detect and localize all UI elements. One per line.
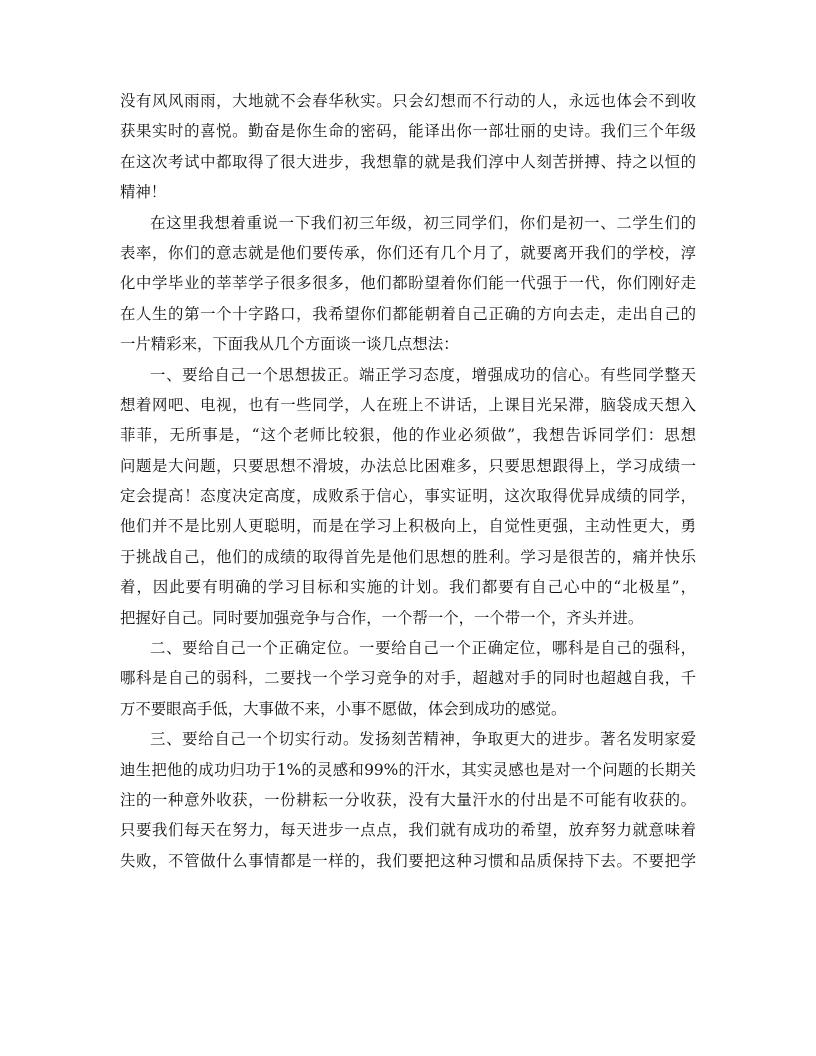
text-line: 他们并不是比别人更聪明，而是在学习上积极向上，自觉性更强，主动性更大，勇 — [120, 517, 696, 536]
text-line: 把握好自己。同时要加强竞争与合作，一个帮一个，一个带一个，齐头并进。 — [120, 608, 644, 627]
text-line: 三、要给自己一个切实行动。发扬刻苦精神，争取更大的进步。著名发明家爱 — [150, 730, 696, 749]
text-line: 在人生的第一个十字路口，我希望你们都能朝着自己正确的方向去走，走出自己的 — [120, 304, 696, 323]
paragraph-point-two — [120, 633, 696, 724]
text-line: 化中学毕业的莘莘学子很多很多，他们都盼望着你们能一代强于一代，你们刚好走 — [120, 274, 696, 293]
text-line: 菲菲，无所事是，“这个老师比较狠，他的作业必须做”，我想告诉同学们：思想 — [120, 426, 696, 445]
text-line: 万不要眼高手低，大事做不来，小事不愿做，体会到成功的感觉。 — [120, 699, 567, 718]
paragraph-intro — [120, 86, 696, 208]
text-line: 失败，不管做什么事情都是一样的，我们要把这种习惯和品质保持下去。不要把学 — [120, 851, 696, 870]
text-line: 表率，你们的意志就是他们要传承，你们还有几个月了，就要离开我们的学校，淳 — [120, 243, 696, 262]
text-line: 在这次考试中都取得了很大进步，我想靠的就是我们淳中人刻苦拼搏、持之以恒的 — [120, 152, 696, 171]
document-page — [120, 86, 696, 876]
text-line: 于挑战自己，他们的成绩的取得首先是他们思想的胜利。学习是很苦的，痛并快乐 — [120, 547, 696, 566]
paragraph-grade-three — [120, 208, 696, 360]
text-line: 一片精彩来，下面我从几个方面谈一谈几点想法： — [120, 335, 459, 354]
text-line: 着，因此要有明确的学习目标和实施的计划。我们都要有自己心中的“北极星”， — [120, 578, 696, 597]
text-line: 注的一种意外收获，一份耕耘一分收获，没有大量汗水的付出是不可能有收获的。 — [120, 790, 696, 809]
text-line: 哪科是自己的弱科，二要找一个学习竞争的对手，超越对手的同时也超越自我，千 — [120, 669, 696, 688]
paragraph-point-one — [120, 360, 696, 634]
text-line: 一、要给自己一个思想拔正。端正学习态度，增强成功的信心。有些同学整天 — [150, 365, 696, 384]
text-line: 定会提高！态度决定高度，成败系于信心，事实证明，这次取得优异成绩的同学， — [120, 487, 696, 506]
text-line: 只要我们每天在努力，每天进步一点点，我们就有成功的希望，放弃努力就意味着 — [120, 821, 696, 840]
paragraph-point-three — [120, 724, 696, 876]
text-line: 获果实时的喜悦。勤奋是你生命的密码，能译出你一部壮丽的史诗。我们三个年级 — [120, 122, 696, 141]
text-line: 在这里我想着重说一下我们初三年级，初三同学们，你们是初一、二学生们的 — [150, 213, 696, 232]
text-line: 迪生把他的成功归功于1%的灵感和99%的汗水，其实灵感也是对一个问题的长期关 — [120, 760, 696, 779]
text-line: 想着网吧、电视，也有一些同学，人在班上不讲话，上课目光呆滞，脑袋成天想入 — [120, 395, 696, 414]
text-line: 精神！ — [120, 183, 167, 202]
text-line: 问题是大问题，只要思想不滑坡，办法总比困难多，只要思想跟得上，学习成绩一 — [120, 456, 696, 475]
text-line: 没有风风雨雨，大地就不会春华秋实。只会幻想而不行动的人，永远也体会不到收 — [120, 92, 696, 110]
text-line: 二、要给自己一个正确定位。一要给自己一个正确定位，哪科是自己的强科， — [150, 639, 696, 658]
